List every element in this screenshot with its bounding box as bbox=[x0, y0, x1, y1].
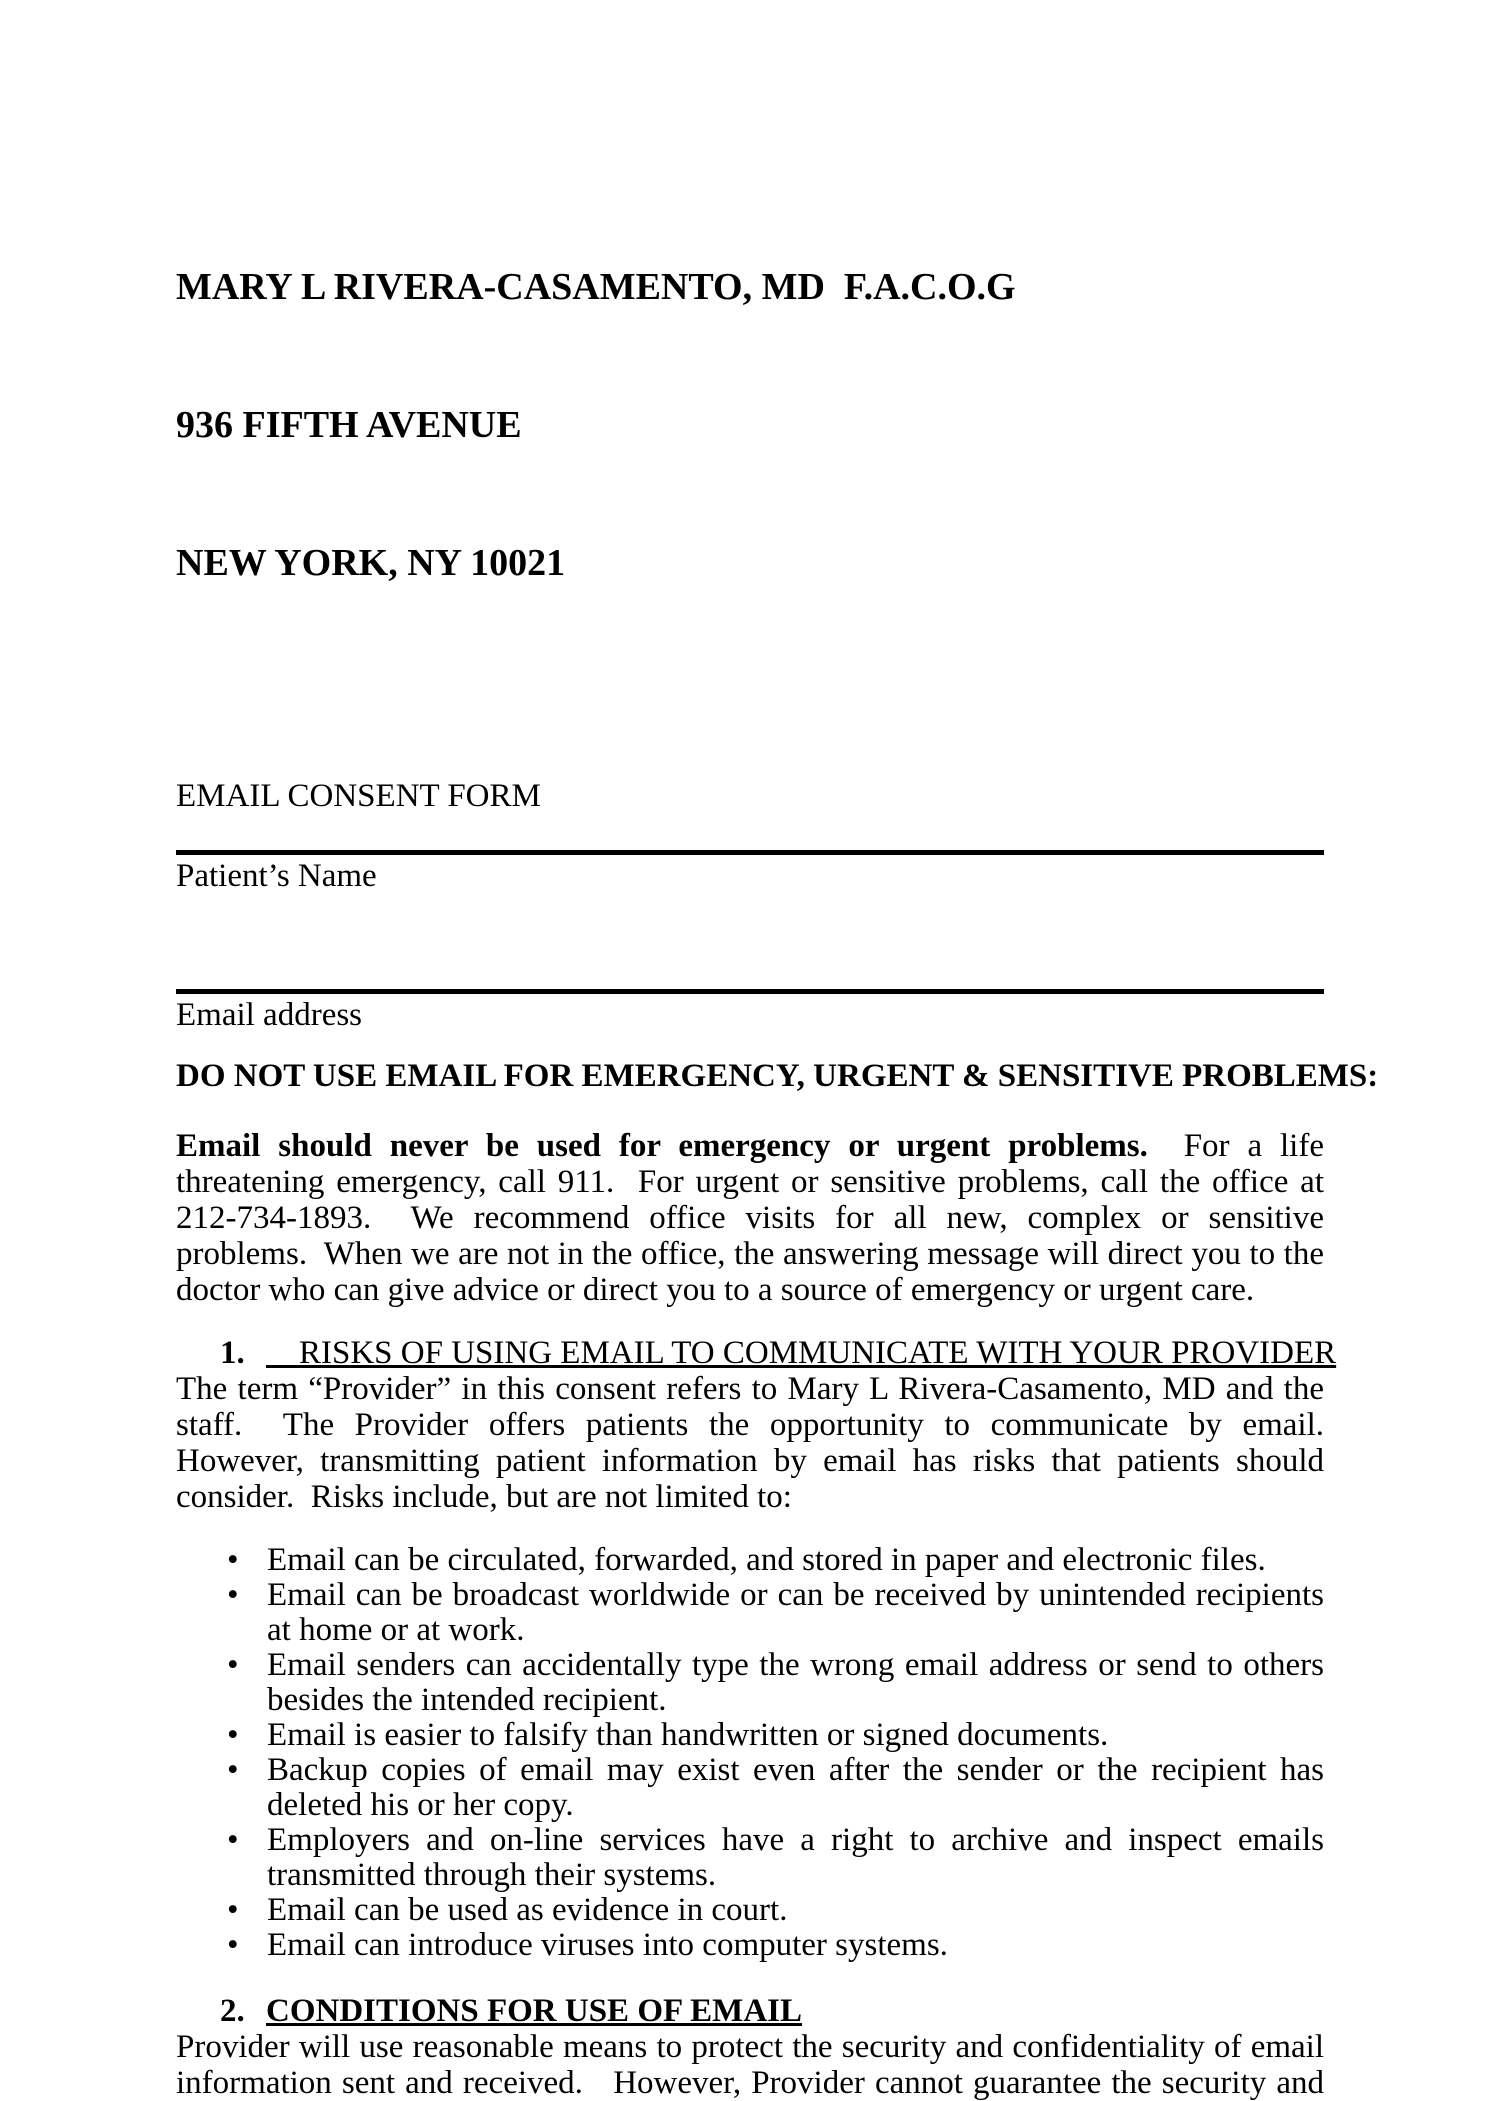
risks-bullet-list bbox=[176, 1543, 1324, 1963]
bullet-icon: • bbox=[227, 1647, 239, 1683]
section-2-heading bbox=[176, 1993, 1324, 2029]
section-2-title: CONDITIONS FOR USE OF EMAIL bbox=[266, 1993, 803, 2029]
warning-paragraph bbox=[176, 1128, 1333, 1308]
bullet-icon: • bbox=[227, 1822, 239, 1858]
warning-heading: DO NOT USE EMAIL FOR EMERGENCY, URGENT & SENSITIVE PROBLEMS: bbox=[176, 1058, 1379, 1094]
list-item bbox=[176, 1823, 1324, 1893]
list-item-text: Email is easier to falsify than handwritten or signed documents. bbox=[267, 1717, 1109, 1753]
practice-city-state-zip: NEW YORK, NY 10021 bbox=[176, 542, 566, 584]
bullet-icon: • bbox=[227, 1577, 239, 1613]
bullet-icon: • bbox=[227, 1542, 239, 1578]
list-item-text: Employers and on-line services have a right to archive and inspect emails transmitted through their systems. bbox=[267, 1822, 1324, 1893]
patient-name-label: Patient’s Name bbox=[176, 858, 377, 894]
bullet-icon: • bbox=[227, 1927, 239, 1963]
section-1-title: RISKS OF USING EMAIL TO COMMUNICATE WITH YOUR PROVIDER bbox=[299, 1335, 1337, 1371]
list-item bbox=[176, 1578, 1324, 1648]
patient-name-input-line[interactable] bbox=[176, 814, 1324, 855]
list-item-text: Backup copies of email may exist even after the sender or the recipient has deleted his or her copy. bbox=[267, 1752, 1324, 1823]
list-item-text: Email can be circulated, forwarded, and stored in paper and electronic files. bbox=[267, 1542, 1266, 1578]
email-address-field bbox=[176, 894, 1324, 1033]
section-1-body: The term “Provider” in this consent refers to Mary L Rivera-Casamento, MD and the staff. The Provider offers patients the opportunity to communicate by email. However, transmitting patient information by email has risks that patients should consider. Risks include, but are not limited to: bbox=[176, 1371, 1341, 1515]
practice-street-address: 936 FIFTH AVENUE bbox=[176, 404, 522, 446]
section-1-number: 1. bbox=[220, 1335, 245, 1371]
section-2-number: 2. bbox=[220, 1993, 245, 2029]
practice-name: MARY L RIVERA-CASAMENTO, MD F.A.C.O.G bbox=[176, 266, 1016, 308]
list-item-text: Email can introduce viruses into computer systems. bbox=[267, 1927, 948, 1963]
list-item bbox=[176, 1718, 1324, 1753]
list-item bbox=[176, 1753, 1324, 1823]
list-item-text: Email senders can accidentally type the wrong email address or send to others besides the intended recipient. bbox=[267, 1647, 1324, 1718]
list-item-text: Email can be broadcast worldwide or can be received by unintended recipients at home or at work. bbox=[267, 1577, 1324, 1648]
bullet-icon: • bbox=[227, 1717, 239, 1753]
warning-body-text: For a life threatening emergency, call 911. For urgent or sensitive problems, call the office at 212-734-1893. We recommend office visits for all new, complex or sensitive problems. When we are not in the office, the answering message will direct you to the doctor who can give advice or direct you to a source of emergency or urgent care. bbox=[176, 1128, 1333, 1308]
list-item bbox=[176, 1893, 1324, 1928]
bullet-icon: • bbox=[227, 1752, 239, 1788]
list-item bbox=[176, 1648, 1324, 1718]
email-address-label: Email address bbox=[176, 997, 363, 1033]
patient-name-field bbox=[176, 814, 1324, 894]
list-item bbox=[176, 1543, 1324, 1578]
email-address-input-line[interactable] bbox=[176, 894, 1324, 994]
form-title: EMAIL CONSENT FORM bbox=[176, 778, 541, 814]
list-item-text: Email can be used as evidence in court. bbox=[267, 1892, 788, 1928]
practice-header bbox=[176, 172, 1324, 678]
section-1-heading bbox=[176, 1335, 1337, 1371]
section-2-body: Provider will use reasonable means to protect the security and confidentiality of email information sent and received. However, Provider cannot guarantee the security and bbox=[176, 2029, 1333, 2101]
list-item bbox=[176, 1928, 1324, 1963]
warning-lead-sentence: Email should never be used for emergency or urgent problems. bbox=[176, 1128, 1148, 1164]
bullet-icon: • bbox=[227, 1892, 239, 1928]
